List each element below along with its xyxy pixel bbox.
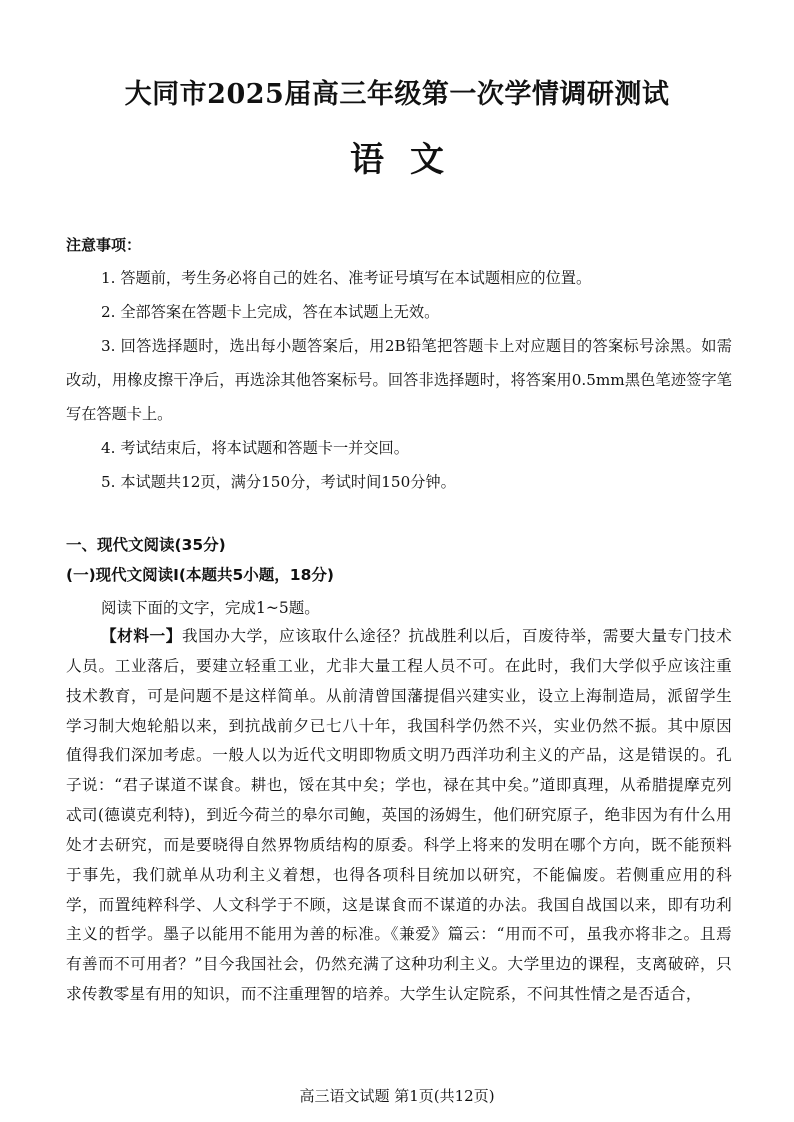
subsection-heading: (一)现代文阅读Ⅰ(本题共5小题，18分) (66, 566, 334, 584)
exam-title: 大同市2025届高三年级第一次学情调研测试 (124, 79, 670, 110)
notice-list (66, 261, 732, 499)
notice-heading: 注意事项： (66, 236, 142, 254)
notice-item: 1. 答题前，考生务必将自己的姓名、准考证号填写在本试题相应的位置。 (101, 269, 592, 287)
reading-instruction: 阅读下面的文字，完成1~5题。 (101, 599, 320, 617)
material-text: 我国办大学，应该取什么途径？抗战胜利以后，百废待举，需要大量专门技术人员。工业落后，要建立轻重工业，尤非大量工程人员不可。在此时，我们大学似乎应该注重技术教育，可是问题不是这样简单。从前清曾国藩提倡兴建实业，设立上海制造局，派留学生学习制大炮轮船以来，到抗战前夕已七八十年，我国科学仍然不兴，实业仍然不振。其中原因值得我们深加考虑。一般人以为近代文明即物质文明乃西洋功利主义的产品，这是错误的。孔子说：“君子谋道不谋食。耕也，馁在其中矣；学也，禄在其中矣。”道即真理，从希腊提摩克列忒司(德谟克利特)，到近今荷兰的皋尔司鲍，英国的汤姆生，他们研究原子，绝非因为有什么用处才去研究，而是要晓得自然界物质结构的原委。科学上将来的发明在哪个方向，既不能预料于事先，我们就单从功利主义着想，也得各项科目统加以研究，不能偏废。若侧重应用的科学，而置纯粹科学、人文科学于不顾，这是谋食而不谋道的办法。我国自战国以来，即有功利主义的哲学。墨子以能用不能用为善的标准。《兼爱》篇云：“用而不可，虽我亦将非之。且焉有善而不可用者？”目今我国社会，仍然充满了这种功利主义。大学里边的课程，支离破碎，只求传教零星有用的知识，而不注重理智的培养。大学生认定院系，不问其性情之是否适合， (66, 627, 732, 1004)
notice-item: 2. 全部答案在答题卡上完成，答在本试题上无效。 (101, 303, 440, 321)
reading-passage (66, 621, 732, 1010)
notice-item: 4. 考试结束后，将本试题和答题卡一并交回。 (101, 439, 409, 457)
subject-title: 语文 (350, 140, 470, 180)
section-heading: 一、现代文阅读(35分) (66, 536, 226, 554)
notice-item: 5. 本试题共12页，满分150分，考试时间150分钟。 (101, 473, 456, 491)
page-footer: 高三语文试题 第1页(共12页) (299, 1087, 495, 1105)
notice-item: 3. 回答选择题时，选出每小题答案后，用2B铅笔把答题卡上对应题目的答案标号涂黑。如需改动，用橡皮擦干净后，再选涂其他答案标号。回答非选择题时，将答案用0.5mm黑色笔迹签字笔写在答题卡上。 (66, 337, 732, 423)
material-label: 【材料一】 (101, 626, 182, 645)
